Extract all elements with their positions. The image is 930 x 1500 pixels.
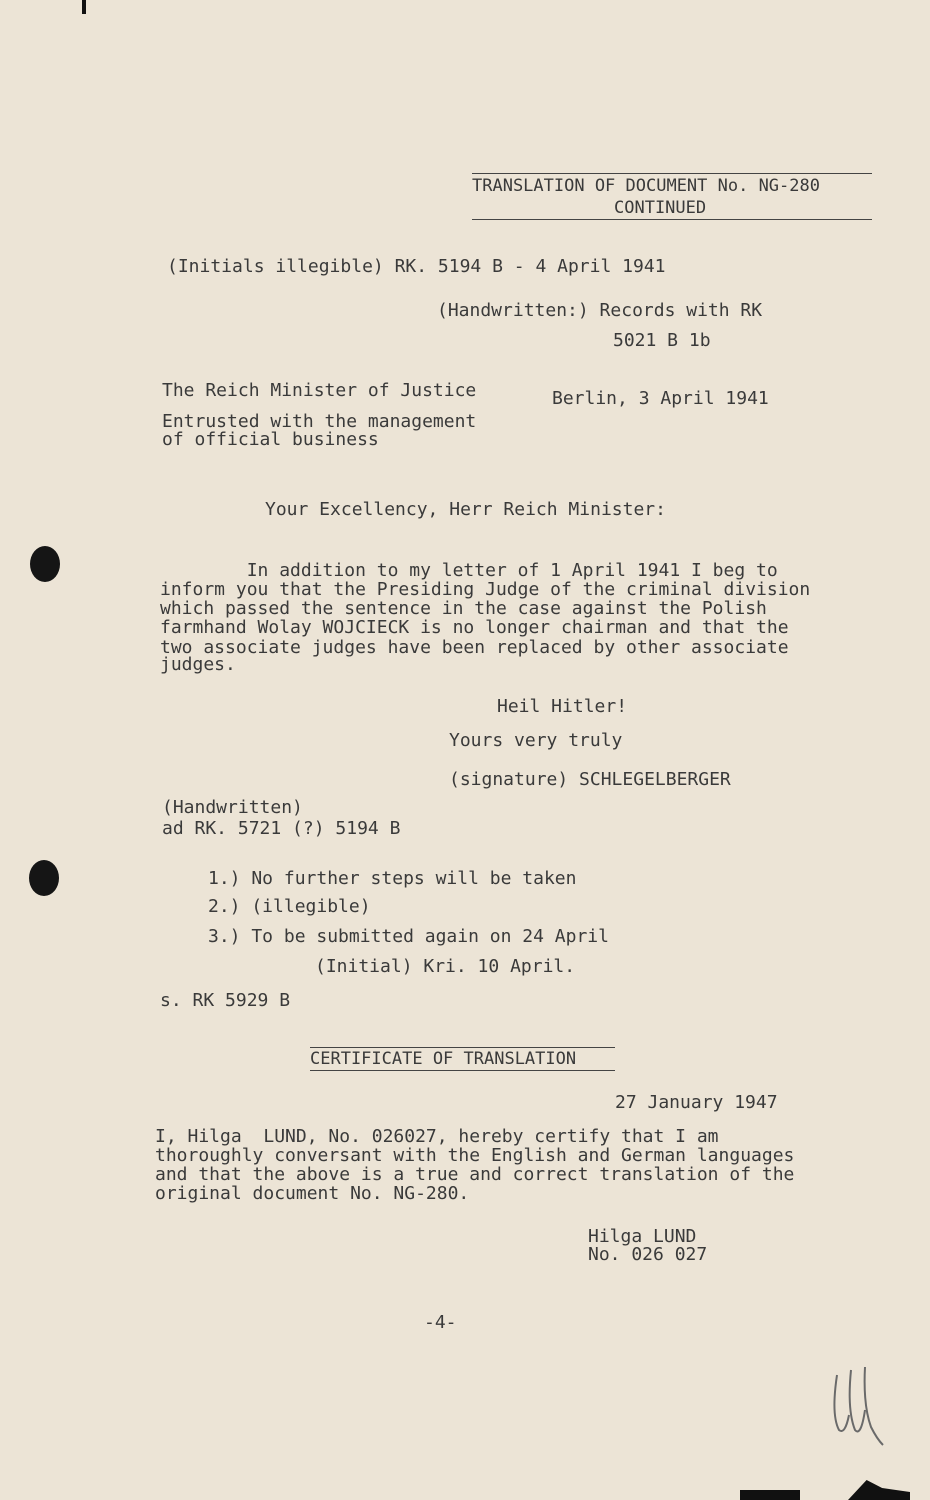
certificate-top-rule bbox=[310, 1047, 615, 1048]
sender-line-3: of official business bbox=[162, 429, 379, 450]
salutation: Your Excellency, Herr Reich Minister: bbox=[265, 499, 666, 520]
records-number: 5021 B 1b bbox=[613, 330, 711, 351]
body-line-4: farmhand Wolay WOJCIECK is no longer chairman and that the bbox=[160, 617, 789, 638]
bottom-edge-mark-right bbox=[848, 1480, 910, 1500]
body-line-1: In addition to my letter of 1 April 1941 I beg to bbox=[160, 560, 778, 581]
closing-greeting: Heil Hitler! bbox=[497, 696, 628, 717]
top-edge-mark bbox=[82, 0, 86, 14]
certificate-line-1: I, Hilga LUND, No. 026027, hereby certify that I am bbox=[155, 1126, 719, 1147]
punch-hole-top bbox=[30, 546, 60, 582]
translator-number: No. 026 027 bbox=[588, 1244, 708, 1265]
translator-name: Hilga LUND bbox=[588, 1226, 697, 1247]
step-3: 3.) To be submitted again on 24 April bbox=[208, 926, 609, 947]
body-line-2: inform you that the Presiding Judge of the criminal division bbox=[160, 579, 811, 600]
certificate-line-4: original document No. NG-280. bbox=[155, 1183, 470, 1204]
closing-valediction: Yours very truly bbox=[449, 730, 623, 751]
place-date: Berlin, 3 April 1941 bbox=[552, 388, 769, 409]
body-line-6: judges. bbox=[160, 654, 236, 675]
step-2: 2.) (illegible) bbox=[208, 896, 371, 917]
sender-line-2: Entrusted with the management bbox=[162, 411, 477, 432]
body-line-5: two associate judges have been replaced by other associate bbox=[160, 637, 789, 658]
certificate-title: CERTIFICATE OF TRANSLATION bbox=[310, 1049, 577, 1069]
header-top-rule bbox=[472, 173, 872, 174]
records-note: (Handwritten:) Records with RK bbox=[437, 300, 763, 321]
document-title: TRANSLATION OF DOCUMENT No. NG-280 bbox=[472, 176, 820, 196]
punch-hole-bottom bbox=[29, 860, 59, 896]
step-1: 1.) No further steps will be taken bbox=[208, 868, 577, 889]
sender-line-1: The Reich Minister of Justice bbox=[162, 380, 477, 401]
closing-signature: (signature) SCHLEGELBERGER bbox=[449, 769, 731, 790]
see-reference: s. RK 5929 B bbox=[160, 990, 291, 1011]
document-subtitle: CONTINUED bbox=[614, 198, 707, 218]
handwritten-initials-mark bbox=[825, 1355, 895, 1455]
handwritten-reference: ad RK. 5721 (?) 5194 B bbox=[162, 818, 401, 839]
certificate-date: 27 January 1947 bbox=[615, 1092, 778, 1113]
certificate-line-3: and that the above is a true and correct translation of the bbox=[155, 1164, 795, 1185]
handwritten-label: (Handwritten) bbox=[162, 797, 303, 818]
bottom-edge-mark-left bbox=[740, 1490, 800, 1500]
header-bottom-rule bbox=[472, 219, 872, 220]
page-number: -4- bbox=[424, 1312, 457, 1333]
initial-note: (Initial) Kri. 10 April. bbox=[315, 956, 576, 977]
certificate-line-2: thoroughly conversant with the English and German languages bbox=[155, 1145, 795, 1166]
body-line-3: which passed the sentence in the case against the Polish bbox=[160, 598, 767, 619]
reference-line: (Initials illegible) RK. 5194 B - 4 April 1941 bbox=[167, 256, 666, 277]
certificate-bottom-rule bbox=[310, 1070, 615, 1071]
